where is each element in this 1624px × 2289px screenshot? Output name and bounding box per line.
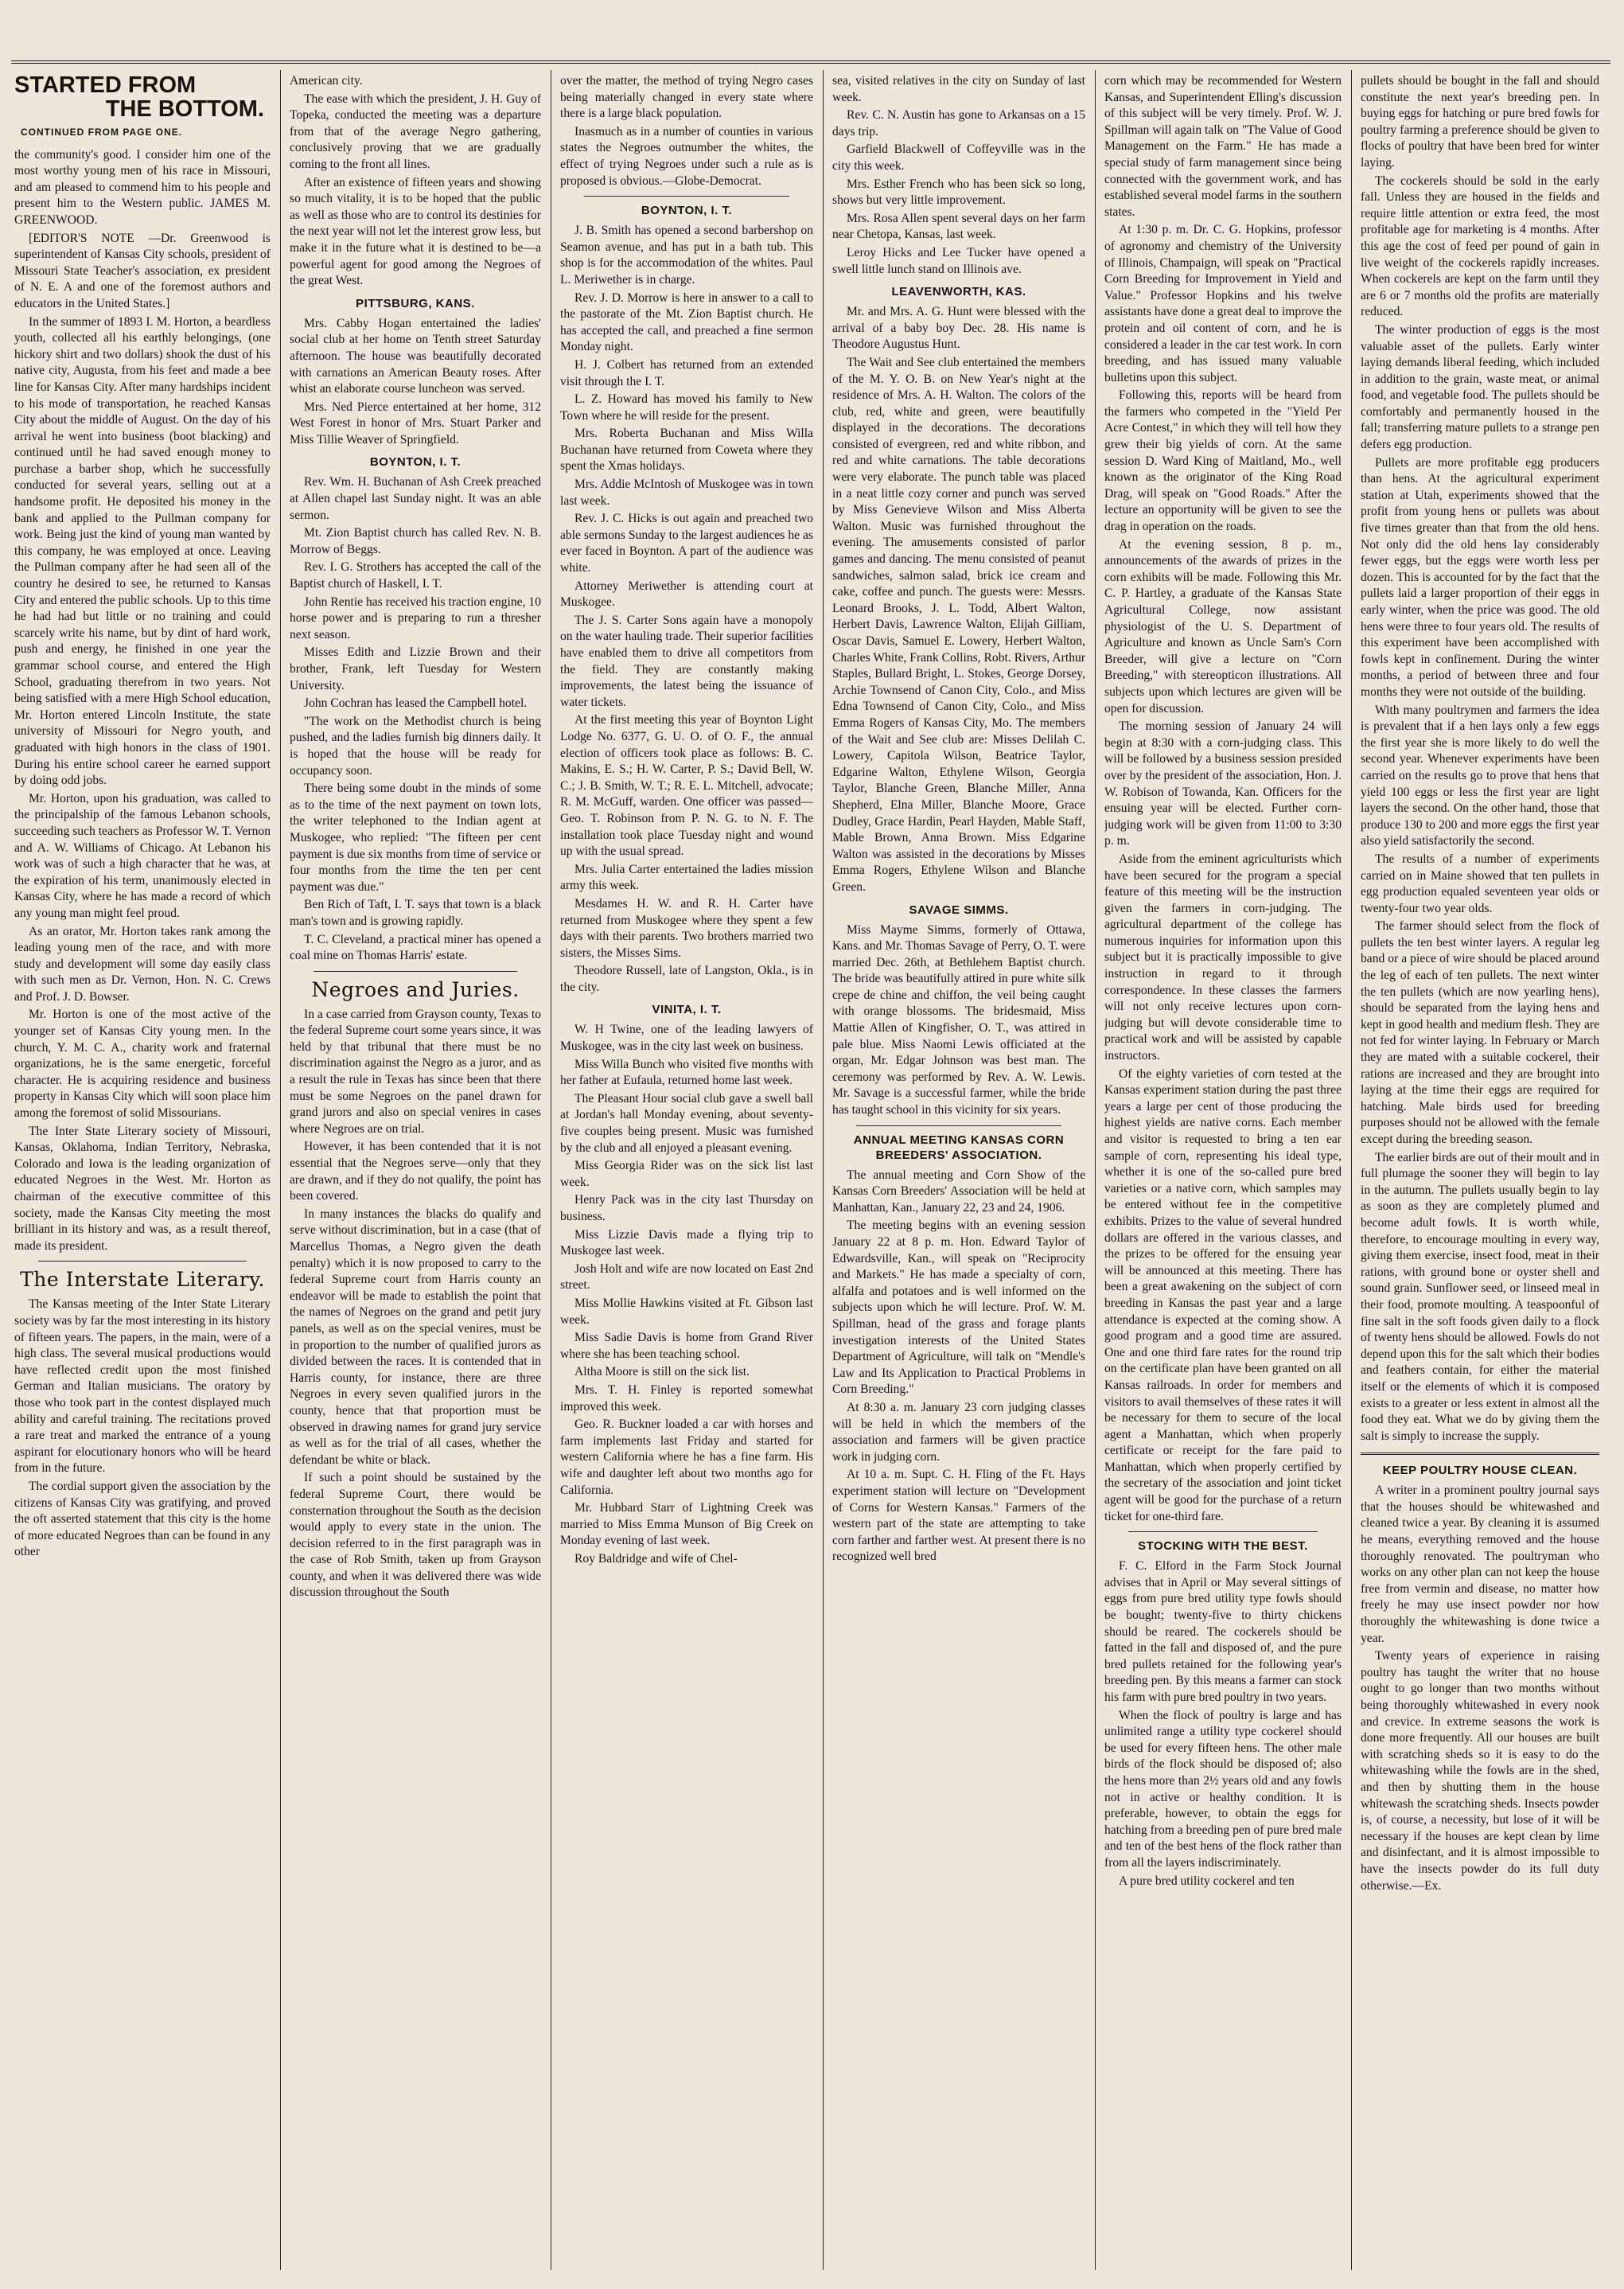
heading-savage-simms: SAVAGE SIMMS. xyxy=(909,903,1009,917)
column-rule xyxy=(1351,70,1352,2270)
heading-vinita: VINITA, I. T. xyxy=(652,1003,722,1017)
article-paragraph: Henry Pack was in the city last Thursday on business. xyxy=(560,1193,813,1223)
article-paragraph: John Cochran has leased the Campbell hotel. xyxy=(304,696,528,711)
article-paragraph: Mesdames H. W. and R. H. Carter have returned from Muskogee where they spent a few days with their parents. Two brothers married two sisters, the Misses Sims. xyxy=(560,896,813,960)
article-paragraph: Mr. Hubbard Starr of Lightning Creek was married to Miss Emma Munson of Big Creek on Monday evening of last week. xyxy=(560,1501,813,1548)
article-paragraph: There being some doubt in the minds of some as to the time of the next payment on town lots, the writer telephoned to the Indian agent at Muskogee, who replied: "The fifteen per cent payment is due six months from time of service or four months from the time the ten per cent payment was due." xyxy=(290,782,541,894)
article-paragraph: Mr. Horton is one of the most active of the younger set of Kansas City young men. In the church, Y. M. C. A., charity work and fraternal organizations, he is the same energetic, forceful character. He is acquiring residence and business property in Kansas City which will soon place him among the foremost of solid Missourians. xyxy=(14,1008,271,1121)
article-paragraph: Aside from the eminent agriculturists which have been secured for the program a special feature of this meeting will be the instruction given the farmers in corn-judging. The agricultural department of the college has numerous inquiries for information upon this subject but it is practically impossible to give instruction in regard to it through correspondence. In these classes the farmers will not only receive lectures upon corn-judging but will devote considerable time to practical work and will be assisted by capable instructors. xyxy=(1104,852,1342,1063)
heading-pittsburg: PITTSBURG, KANS. xyxy=(356,296,475,310)
article-paragraph: When the flock of poultry is large and has unlimited range a utility type cockerel should be used for every fifteen hens. The other male birds of the flock should be disposed of; also the hens more than 2½ years old and any fowls not in active or healthy condition. It is preferable, however, to obtain the eggs for hatching from a breeding pen of pure bred male and ten of the best hens of the flock rather than from all the layers indiscriminately. xyxy=(1104,1708,1342,1870)
article-paragraph: Mr. and Mrs. A. G. Hunt were blessed with the arrival of a baby boy Dec. 28. His name is Theodore Augustus Hunt. xyxy=(832,305,1085,352)
article-paragraph: At the evening session, 8 p. m., announcements of the awards of prizes in the corn exhibits will be made. Following this Mr. C. P. Hartley, a graduate of the Kansas State Agricultural College, now assistant physiologist of the U. S. Department of Agriculture and known as Uncle Sam's Corn Breeder, will give a lecture on "Corn Breeding," with stereopticon illustrations. All subjects upon which lectures are given will be open for discussion. xyxy=(1104,537,1342,716)
heading-corn-breeders: ANNUAL MEETING KANSAS CORN BREEDERS' ASSOCIATION. xyxy=(853,1133,1065,1162)
article-paragraph: However, it has been contended that it is not essential that the Negroes serve—only that they are drawn, and if they do not qualify, the point has been covered. xyxy=(290,1140,541,1203)
article-paragraph: sea, visited relatives in the city on Sunday of last week. xyxy=(832,74,1085,104)
article-paragraph: H. J. Colbert has returned from an extended visit through the I. T. xyxy=(560,357,813,388)
column-4 xyxy=(832,73,1085,2276)
article-paragraph: Miss Mayme Simms, formerly of Ottawa, Kans. and Mr. Thomas Savage of Perry, O. T. were married Dec. 26th, at Bethlehem Baptist church. The bride was beautifully attired in pure white silk crepe de chine and chiffon, the veil being caught with orange blossoms. The bridesmaid, Miss Mattie Allen of Kingfisher, O. T., was attired in pale blue. Miss Naomi Lewis officiated at the organ, Mr. Edgar Johnson was best man. The ceremony was performed by Rev. A. W. Lewis. Mr. Savage is a successful farmer, while the bride has taught school in this vicinity for six years. xyxy=(832,922,1085,1117)
article-paragraph: The morning session of January 24 will begin at 8:30 with a corn-judging class. This will be followed by a business session presided over by the president of the association, Hon. J. W. Robison of Towanda, Kan. Officers for the ensuing year will be elected. Further corn-judging work will be given from 11:00 to 3:30 p. m. xyxy=(1104,719,1342,848)
continued-note: CONTINUED FROM PAGE ONE. xyxy=(21,127,183,138)
article-paragraph: After an existence of fifteen years and showing so much vitality, it is to be hoped that the public as well as those who are to control its destinies for the next year will not let the interest grow less, but make it in the future what it is destined to be—a powerful agent for good among the Negroes of the great West. xyxy=(290,175,541,288)
divider xyxy=(584,196,789,197)
article-paragraph: At 10 a. m. Supt. C. H. Fling of the Ft. Hays experiment station will lecture on "Development of Corns for Western Kansas." Farmers of the western part of the state are attempting to take corn farther and farther west. At present there is no recognized well bred xyxy=(832,1468,1085,1564)
article-paragraph: Mrs. Cabby Hogan entertained the ladies' social club at her home on Tenth street Saturday afternoon. The house was beautifully decorated with carnations an American Beauty roses. After whist an elaborate course luncheon was served. xyxy=(290,316,541,396)
article-paragraph: J. B. Smith has opened a second barbershop on Seamon avenue, and has put in a bath tub. This shop is for the accommodation of the whites. Paul L. Meriwether is in charge. xyxy=(560,224,813,287)
newspaper-page xyxy=(11,60,1610,2276)
article-paragraph: Rev. C. N. Austin has gone to Arkansas on a 15 days trip. xyxy=(832,108,1085,138)
article-paragraph: L. Z. Howard has moved his family to New Town where he will reside for the present. xyxy=(560,392,813,423)
article-paragraph: Roy Baldridge and wife of Chel- xyxy=(574,1551,738,1566)
headline-started-from-the-bottom: STARTED FROM THE BOTTOM. xyxy=(14,73,264,122)
article-paragraph: corn which may be recommended for Western Kansas, and Superintendent Elling's discussion of this subject will be very timely. Prof. W. J. Spillman will again talk on "The Value of Good Management on the Farm." He has made a special study of farm management since being connected with the government work, and has established several model farms in the southern states. xyxy=(1104,74,1342,219)
article-paragraph: Altha Moore is still on the sick list. xyxy=(574,1365,750,1379)
editor-note: [EDITOR'S NOTE —Dr. Greenwood is superintendent of Kansas City schools, president of Missouri State Teacher's association, ex president of N. E. A and one of the foremost authors and educators in the United States.] xyxy=(14,231,271,310)
article-paragraph: Rev. I. G. Strothers has accepted the call of the Baptist church of Haskell, I. T. xyxy=(290,560,541,591)
article-paragraph: Rev. Wm. H. Buchanan of Ash Creek preached at Allen chapel last Sunday night. It was an able sermon. xyxy=(290,475,541,522)
article-paragraph: In a case carried from Grayson county, Texas to the federal Supreme court some years since, it was held by that tribunal that there must be no discrimination against the Negro as a juror, and as a result the rule in Texas has since been that there must be some Negroes on the panel drawn for grand jurors and also on special venires in cases where Negroes are on trial. xyxy=(290,1007,541,1136)
article-paragraph: pullets should be bought in the fall and should constitute the next year's breeding pen. In buying eggs for hatching or pure bred fowls for poultry farming a preference should be given to flocks of poultry that have been bred for winter laying. xyxy=(1361,74,1599,170)
article-paragraph: over the matter, the method of trying Negro cases being materially changed in every state where there is a large black population. xyxy=(560,74,813,121)
heading-boynton: BOYNTON, I. T. xyxy=(369,455,461,470)
column-rule xyxy=(1095,70,1096,2270)
article-paragraph: T. C. Cleveland, a practical miner has opened a coal mine on Thomas Harris' estate. xyxy=(290,932,541,963)
heading-interstate-literary: The Interstate Literary. xyxy=(20,1268,265,1292)
article-paragraph: The cordial support given the association by the citizens of Kansas City was gratifying, and proved the oft asserted statement that this city is the home of more educated Negroes than can be found in any other xyxy=(14,1479,271,1559)
article-paragraph: Twenty years of experience in raising poultry has taught the writer that no house ought to go longer than two months without being thoroughly whitewashed in every nook and crevice. In extreme seasons the work is done more frequently. All our houses are built with scratching sheds so it is easy to do the whitewashing while the fowls are in the shed, and then by shutting them in the house whitewash the scratching sheds. Insects powder is, of course, a necessity, but lose of it will be necessary if the houses are kept clean by lime and disinfectant, and it is almost impossible to have the insects powder do its full duty otherwise.—Ex. xyxy=(1361,1649,1599,1893)
column-rule xyxy=(823,70,824,2270)
article-paragraph: The results of a number of experiments carried on in Maine showed that ten pullets in egg production equaled seventeen year olds or twenty-four two year olds. xyxy=(1361,852,1599,915)
heading-boynton-2: BOYNTON, I. T. xyxy=(641,204,733,218)
article-paragraph: Miss Georgia Rider was on the sick list last week. xyxy=(560,1159,813,1189)
article-paragraph: Miss Mollie Hawkins visited at Ft. Gibson last week. xyxy=(560,1296,813,1327)
article-paragraph: F. C. Elford in the Farm Stock Journal advises that in April or May several sittings of eggs from pure bred utility type fowls should be bought; twenty-five to thirty chickens should be reared. The cockerels should be fatted in the fall and disposed of, and the pure bred pullets retained for the following year's breeding pen. By this means a farmer can stock his farm with pure bred poultry in two years. xyxy=(1104,1559,1342,1704)
article-paragraph: At 1:30 p. m. Dr. C. G. Hopkins, professor of agronomy and chemistry of the University of Illinois, Champaign, will speak on "Practical Corn Breeding for Improvement in Yield and Value." Professor Hopkins and his twelve assistants have done a great deal to improve the protein and oil content of corn, and he is considered a leader in the car test work. In corn breeding, and has issued many valuable bulletins upon this subject. xyxy=(1104,223,1342,384)
article-paragraph: Mrs. Esther French who has been sick so long, shows but very little improvement. xyxy=(832,177,1085,208)
article-paragraph: Mrs. T. H. Finley is reported somewhat improved this week. xyxy=(560,1382,813,1414)
article-paragraph: "The work on the Methodist church is being pushed, and the ladies furnish big dinners daily. It is hoped that the house will be ready for occupancy soon. xyxy=(290,714,541,778)
article-paragraph: Attorney Meriwether is attending court at Muskogee. xyxy=(560,579,813,610)
column-1 xyxy=(14,73,271,2276)
column-3 xyxy=(560,73,813,2276)
article-paragraph: A pure bred utility cockerel and ten xyxy=(1119,1874,1295,1888)
article-paragraph: John Rentie has received his traction engine, 10 horse power and is preparing to run a thresher next season. xyxy=(290,595,541,641)
column-6 xyxy=(1361,73,1599,2276)
column-rule xyxy=(280,70,281,2270)
column-2 xyxy=(290,73,541,2276)
article-paragraph: At the first meeting this year of Boynton Light Lodge No. 6377, G. U. O. of O. F., the annual election of officers took place as follows: B. C. Makins, E. S.; H. W. Carter, P. S.; David Bell, W. C.; J. B. Smith, W. T.; R. E. L. Mitchell, advocate; R. M. McGuff, warden. One officer was passed—Geo. T. Robinson from P. N. G. to N. F. The installation took place Tuesday night and wound up with the usual spread. xyxy=(560,713,813,859)
article-paragraph: The annual meeting and Corn Show of the Kansas Corn Breeders' Association will be held at Manhattan, Kan., January 22, 23 and 24, 1906. xyxy=(832,1168,1085,1215)
article-paragraph: The Kansas meeting of the Inter State Literary society was by far the most interesting in its history of fifteen years. The papers, in the main, were of a high class. The several musical productions would have reflected credit upon the most finished German and Italian musicians. The oratory by those who took part in the contest displayed much ability and careful training. The recitations proved a rare treat and marked the entrance of a young aspirant for elocutionary honors who will be heard from in the future. xyxy=(14,1297,271,1476)
article-paragraph: The winter production of eggs is the most valuable asset of the pullets. Early winter laying demands liberal feeding, which included in addition to the grain, waste meat, or animal food, and vegetable food. The pullets should be comfortably and permanently housed in the fall; transferring mature pullets to a strange pen defers egg production. xyxy=(1361,322,1599,452)
article-paragraph: Geo. R. Buckner loaded a car with horses and farm implements last Friday and started for western California where he has a fine farm. His wife and daughter left about two months ago for California. xyxy=(560,1417,813,1497)
article-paragraph: The earlier birds are out of their moult and in full plumage the sooner they will begin to lay in the autumn. The pullets usually begin to lay as soon as they are completely plumed and become adult fowls. It is worth while, therefore, to encourage moulting in every way, giving them exercise, insect food, meat in their rations, with ground bone or oyster shell and sound grain. Sunflower seed, or linseed meal in their food, promote moulting. A teaspoonful of fine salt in the soft foods given daily to a flock of twenty hens should be allowed. Fowls do not depend upon this for the salt which their bodies and feathers contain, for either the material itself or the elements of which it is composed exists to a greater or less extent in almost all the food they eat. What we do by giving them the salt is simply to increase the supply. xyxy=(1361,1150,1599,1443)
article-paragraph: If such a point should be sustained by the federal Supreme Court, there would be consternation throughout the South as the decision would apply to every state in the union. The decision referred to in the first paragraph was in the case of Rob Smith, taken up from Grayson county, and when it was delivered there was wide discussion throughout the South xyxy=(290,1471,541,1600)
article-paragraph: The Wait and See club entertained the members of the M. Y. O. B. on New Year's night at the residence of Mrs. A. H. Walton. The colors of the club, red, white and green, were beautifully displayed in the decorations. The decorations consisted of evergreen, red and white ribbon, and red and white carnations. The table decorations were very elaborate. The punch table was placed in a neat little cozy corner and punch was served by Miss Genevieve Wilson and Miss Alberta Walton. Music was furnished throughout the evening. The amusements consisted of parlor games and dancing. The menu consisted of peanut sandwiches, salmon salad, brick ice cream and cake, coffee and punch. The guests were: Messrs. Leonard Brooks, J. L. Todd, Albert Walton, Herbert Davis, Lawrence Walton, Elijah Gilliam, Oscar Davis, Samuel E. Lowery, Herbert Walton, Charles White, Frank Collins, Robt. Rivers, Arthur Staples, Bullard Bright, L. Stokes, George Dorsey, Archie Townsend of Canon City, Colo., and Miss Edna Townsend of Canon City, Colo., and Miss Emma Rogers of Kansas City, Mo. The members of the Wait and See club are: Misses Delilah C. Lowery, Capitola Wilson, Beatrice Taylor, Edgarine Walton, Ethylene Wilson, Georgia Taylor, Blanche Green, Blanche Miller, Anna Shepherd, Elna Miller, Blanche Moore, Grace Dudley, Grace Hardin, Pearl Hayden, Mable Staff, Mable Brown, Anna Brown. Miss Edgarine Walton was assisted in the decorations by Misses Emma Rogers, Ethylene Wilson and Blanche Green. xyxy=(832,355,1085,894)
article-paragraph: With many poultrymen and farmers the idea is prevalent that if a hen lays only a few eggs the first year she is more likely to do well the second year. Whenever experiments have been carried on the results go to prove that hens that yield 100 eggs or less the first year are light layers the second. On the other hand, those that produce 130 to 200 and more eggs the first year also yield satisfactorily the second. xyxy=(1361,703,1599,848)
heading-stocking-with-the-best: STOCKING WITH THE BEST. xyxy=(1138,1539,1308,1554)
article-paragraph: Garfield Blackwell of Coffeyville was in the city this week. xyxy=(832,142,1085,173)
article-paragraph: The meeting begins with an evening session January 22 at 8 p. m. Hon. Edward Taylor of Edwardsville, Kan., will speak on "Reciprocity and Markets." He has made a specialty of corn, alfalfa and potatoes and is well informed on the subjects upon which he will lecture. Prof. W. M. Spillman, head of the grass and forage plants investigation interests of the United States Department of Agriculture, will talk on "Mendle's Law and Its Application to Practical Problems in Corn Breeding." xyxy=(832,1219,1085,1397)
article-paragraph: American city. xyxy=(290,74,363,88)
article-paragraph: Leroy Hicks and Lee Tucker have opened a swell little lunch stand on Illinois ave. xyxy=(832,245,1085,276)
article-paragraph: Pullets are more profitable egg producers than hens. At the agricultural experiment station at Utah, experiments showed that the profit from young hens or pullets was about five times greater than that from the old hens. Not only did the old hens lay considerably fewer eggs, but the eggs were worth less per dozen. This is accounted for by the fact that the pullets laid a larger proportion of their eggs in early winter, when the price was good. The old hens were three to four years old. The results of this experiment have been accomplished with fowls kept in confinement. During the winter months, a period of between three and four months they were not outside of the building. xyxy=(1361,455,1599,699)
article-paragraph: Mr. Horton, upon his graduation, was called to the principalship of the famous Lebanon schools, succeeding such teachers as Professor W. T. Vernon and A. W. Williams of Chicago. At Lebanon his work was of such a high character that he was, at the expiration of his term, unanimously elected in Kansas City, where he has made a record of which any young man might feel proud. xyxy=(14,791,271,920)
divider xyxy=(856,1125,1061,1126)
article-paragraph: The ease with which the president, J. H. Guy of Topeka, conducted the meeting was a departure from that of the average Negro gathering, conclusively proving that we are gradually coming to the front all lines. xyxy=(290,92,541,171)
article-paragraph: Inasmuch as in a number of counties in various states the Negroes outnumber the whites, the effect of trying Negroes under such a rule as is proposed is obvious.—Globe-Democrat. xyxy=(560,124,813,188)
article-paragraph: Mrs. Julia Carter entertained the ladies mission army this week. xyxy=(560,862,813,893)
article-paragraph: Miss Willa Bunch who visited five months with her father at Eufaula, returned home last week. xyxy=(560,1057,813,1088)
divider xyxy=(1128,1531,1318,1532)
article-paragraph: The farmer should select from the flock of pullets the ten best winter layers. A regular leg band or a piece of wire should be placed around the leg of each of ten pullets. The next winter the ten pullets (which are now yearling hens), should be separated from the laying hens and kept in good health and medium flesh. They are not fed for winter laying. In February or March they are mated with a suitable cockerel, their rations are increased and they are brought into laying at the time their eggs are required for hatching. Male birds used for breeding purposes should not be allowed with the female except during the breeding season. xyxy=(1361,919,1599,1146)
article-paragraph: Following this, reports will be heard from the farmers who competed in the "Yield Per Acre Contest," in which they will tell how they grew their big yields of corn. At the same session D. Ward King of Maitland, Mo., well known as the originator of the King Road Drag, will speak on "Good Roads." After the lecture an opportunity will be given to see the drag in operation on the roads. xyxy=(1104,388,1342,534)
article-paragraph: Miss Sadie Davis is home from Grand River where she has been teaching school. xyxy=(560,1331,813,1361)
article-paragraph: Mrs. Roberta Buchanan and Miss Willa Buchanan have returned from Coweta where they spent the Xmas holidays. xyxy=(560,427,813,474)
article-paragraph: Mrs. Ned Pierce entertained at her home, 312 West Forest in honor of Mrs. Stuart Parker and Miss Tillie Weaver of Springfield. xyxy=(290,400,541,446)
article-paragraph: The Pleasant Hour social club gave a swell ball at Jordan's hall Monday evening, about seventy-five couples being present. Music was furnished by the club and all enjoyed a pleasant evening. xyxy=(560,1091,813,1155)
article-paragraph: Josh Holt and wife are now located on East 2nd street. xyxy=(560,1261,813,1293)
article-paragraph: W. H Twine, one of the leading lawyers of Muskogee, was in the city last week on business. xyxy=(560,1023,813,1054)
article-paragraph: The cockerels should be sold in the early fall. Unless they are housed in the fields and require little attention or extra feed, the most profitable age for marketing is 4 months. After this age the cost of feed per pound of gain in live weight of the cockerels rapidly increases. When cockerels are kept on the farm until they are 6 or 7 months old the profits are materially reduced. xyxy=(1361,174,1599,319)
article-paragraph: At 8:30 a. m. January 23 corn judging classes will be held in which the members of the association and farmers will be given practice work in judging corn. xyxy=(832,1400,1085,1464)
article-paragraph: Rev. J. C. Hicks is out again and preached two able sermons Sunday to the largest audiences he as ever faced in Boynton. A part of the audience was white. xyxy=(560,512,813,575)
article-paragraph: The Inter State Literary society of Missouri, Kansas, Oklahoma, Indian Territory, Nebraska, Colorado and Iowa is the leading organization of educated Negroes in the West. Mr. Horton as chairman of the executive committee of this society, made the Kansas City meeting the most brilliant in its history and was, as a result thereof, made its president. xyxy=(14,1124,271,1253)
heading-negroes-and-juries: Negroes and Juries. xyxy=(311,977,520,1001)
article-paragraph: Misses Edith and Lizzie Brown and their brother, Frank, left Tuesday for Western University. xyxy=(290,645,541,692)
article-paragraph: As an orator, Mr. Horton takes rank among the leading young men of the race, and with more study and development will some day easily class with such men as Dr. Vernon, Hon. N. C. Crews and Prof. J. D. Bowser. xyxy=(14,924,271,1004)
article-paragraph: A writer in a prominent poultry journal says that the houses should be whitewashed and cleaned twice a year. By cleaning it is assumed he means, everything removed and the house thoroughly renovated. The poultryman who works on any other plan can not keep the house free from vermin and disease, no matter how freely he may use insect powder nor how thoroughly the whitewashing is done twice a year. xyxy=(1361,1484,1599,1645)
article-paragraph: Ben Rich of Taft, I. T. says that town is a black man's town and is growing rapidly. xyxy=(290,898,541,928)
article-paragraph: the community's good. I consider him one of the most worthy young men of his race in Missouri, and am pleased to commend him to his people and present him to the Western public. JAMES M. GREENWOOD. xyxy=(14,147,271,227)
article-paragraph: Mrs. Addie McIntosh of Muskogee was in town last week. xyxy=(560,478,813,508)
divider xyxy=(1361,1453,1599,1455)
column-5 xyxy=(1104,73,1342,2276)
article-paragraph: The J. S. Carter Sons again have a monopoly on the water hauling trade. Their superior facilities have enabled them to drive all competitors from the field. They are constantly making improvements, the latest being the issuance of water tickets. xyxy=(560,613,813,709)
article-paragraph: Mt. Zion Baptist church has called Rev. N. B. Morrow of Beggs. xyxy=(290,526,541,556)
heading-keep-poultry-house-clean: KEEP POULTRY HOUSE CLEAN. xyxy=(1382,1464,1578,1478)
article-paragraph: In the summer of 1893 I. M. Horton, a beardless youth, collected all his earthly belongings, (one hickory shirt and two dollars) shook the dust of his native city, Augusta, from his feet and made a bee line for Kansas City. After many hardships incident to his mode of transportation, he reached Kansas City about the middle of August. On the day of his arrival he went into business (boot blacking) and continued until he had saved enough money to purchase a barber shop, which he successfully conducted for several years, selling out at a handsome profit. He deposited his money in the bank and applied to the Pullman company for work. Being just the kind of young man wanted by this company, he was employed at once. Leaving the Pullman company after he had seen all of the country he desired to see, he returned to Kansas City and entered the public schools. Up to this time he had had but little or no training and could scarcely write his name, but by dint of hard work, push and energy, he finished in one year the grammar school course, and entered the High School, graduating therefrom in two years. Not being satisfied with a mere High School education, Mr. Horton entered Lincoln Institute, the state university of Missouri for Negro youth, and graduated with high honors in the class of 1901. During his entire school career he earned support by doing odd jobs. xyxy=(14,314,271,788)
article-paragraph: Mrs. Rosa Allen spent several days on her farm near Chetopa, Kansas, last week. xyxy=(832,211,1085,242)
article-paragraph: In many instances the blacks do qualify and serve without discrimination, but in a case (that of Marcellus Thomas, a Negro given the death penalty) which it is now proposed to carry to the federal Supreme court from Harris county an endeavor will be made to establish the point that the names of Negroes on the grand and petit jury panels, as well as on the special venires, must be in proportion to the number of qualified jurors as divided between the races. It is contended that in Harris county, for instance, there are three Negroes in every seven qualified jurors in the county, hence that that proportion must be observed in drawing names for grand jury service as well as for the trial of all cases, whether the defendant be white or black. xyxy=(290,1207,541,1467)
divider xyxy=(314,971,517,972)
article-paragraph: Of the eighty varieties of corn tested at the Kansas experiment station during the past three years a large per cent of those producing the highest yields are native corns. Each member and visitor is requested to bring a ten ear sample of corn, representing his ideal type, whether it is one of the so-called pure bred varieties or a native corn, which samples may be entered without fee in the competitive exhibits. Prizes to the value of several hundred dollars are offered in the various classes, and the prizes to be offered for the ensuing year will be announced at this meeting. There has been a great awakening on the subject of corn breeding in Kansas the past year and a large attendance is expected at the coming show. A good program and a good time are assured. One and one third fare rates for the round trip on the certificate plan have been granted on all Kansas railroads. In order for members and visitors to avail themselves of these rates it will be necessary for them to secure of the local agent a Manhattan, which when properly certificate or receipt for the fare paid to Manhattan, which when properly certified by the secretary of the association and joint ticket agent will be good for the purchase of a return ticket for one-third fare. xyxy=(1104,1067,1342,1523)
article-paragraph: Rev. J. D. Morrow is here in answer to a call to the pastorate of the Mt. Zion Baptist church. He has accepted the call, and preached a fine sermon Monday night. xyxy=(560,291,813,354)
article-paragraph: Theodore Russell, late of Langston, Okla., is in the city. xyxy=(560,964,813,994)
article-paragraph: Miss Lizzie Davis made a flying trip to Muskogee last week. xyxy=(560,1227,813,1258)
heading-leavenworth: LEAVENWORTH, KAS. xyxy=(891,285,1026,299)
